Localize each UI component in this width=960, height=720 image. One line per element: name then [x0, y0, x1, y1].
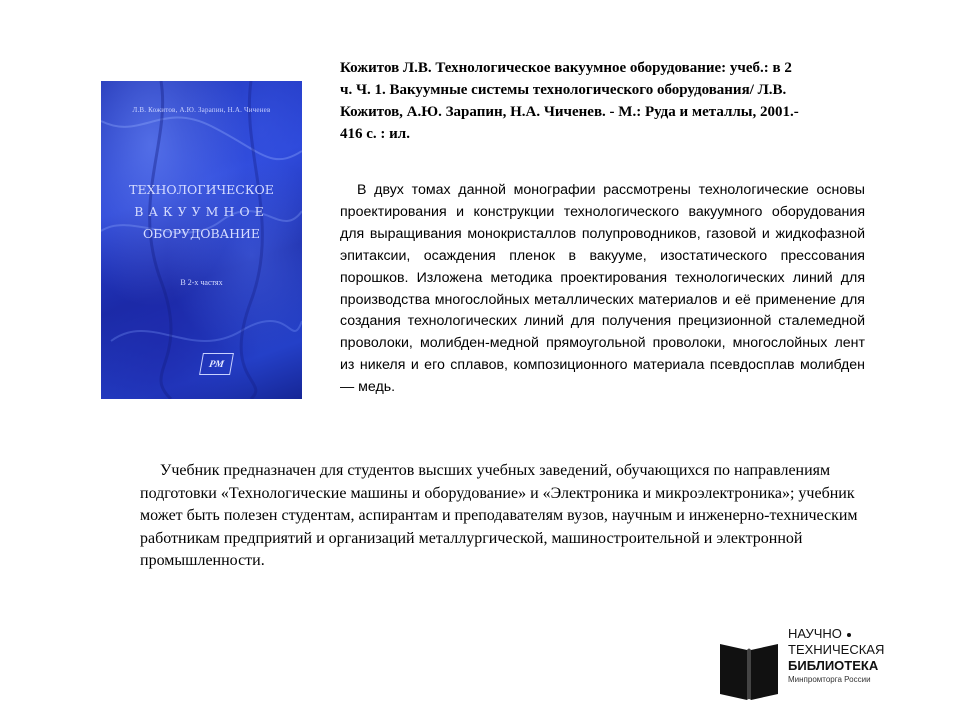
open-book-icon [718, 638, 780, 702]
cover-title-line: ТЕХНОЛОГИЧЕСКОЕ [129, 182, 274, 197]
library-name-line: БИБЛИОТЕКА [788, 658, 879, 673]
bullet-dot-icon [847, 633, 851, 637]
cover-subtitle: В 2-х частях [180, 278, 223, 287]
library-subline: Минпромторга России [788, 675, 871, 684]
library-logo [718, 626, 908, 706]
book-cover-image [101, 81, 302, 399]
cover-authors: Л.В. Кожитов, А.Ю. Зарапин, Н.А. Чиченев [132, 106, 271, 114]
book-purpose: Учебник предназначен для студентов высших учебных заведений, обучающихся по направлениям подготовки «Технологические машины и оборудование» и «Электроника и микроэлектроника»; учебник может быть полезен студентам, аспирантам и преподавателям вузов, научным и инженерно-техническим работникам предприятий и организаций металлургической, машиностроительной и электронной промышленности. [140, 462, 858, 569]
cover-title-line: ОБОРУДОВАНИЕ [142, 226, 261, 241]
cover-title-line: ВАКУУМНОЕ [134, 204, 269, 219]
book-citation: Кожитов Л.В. Технологическое вакуумное оборудование: учеб.: в 2 ч. Ч. 1. Вакуумные системы технологического оборудования/ Л.В. Кожитов, А.Ю. Зарапин, Н.А. Чиченев. - М.: Руда и металлы, 2001.- 416 с. : ил. [340, 60, 799, 142]
book-annotation: В двух томах данной монографии рассмотрены технологические основы проектирования и конструкции технологического вакуумного оборудования для выращивания монокристаллов полупроводников, газовой и жидкофазной эпитаксии, осаждения пленок в вакууме, изостатического прессования порошков. Изложена методика проектирования технологических линий для производства многослойных металлических материалов и её применение для создания технологических линий для получения прецизионной сталемедной проволоки, молибден-медной прямоугольной проволоки, многослойных лент из никеля и его сплавов, композиционного материала псевдосплав молибден — медь. [340, 182, 865, 396]
library-name [788, 626, 884, 686]
library-name-line: ТЕХНИЧЕСКАЯ [788, 642, 885, 657]
publisher-logo-icon: РМ [199, 353, 234, 375]
library-name-line: НАУЧНО [788, 626, 884, 642]
cover-title [101, 179, 302, 245]
